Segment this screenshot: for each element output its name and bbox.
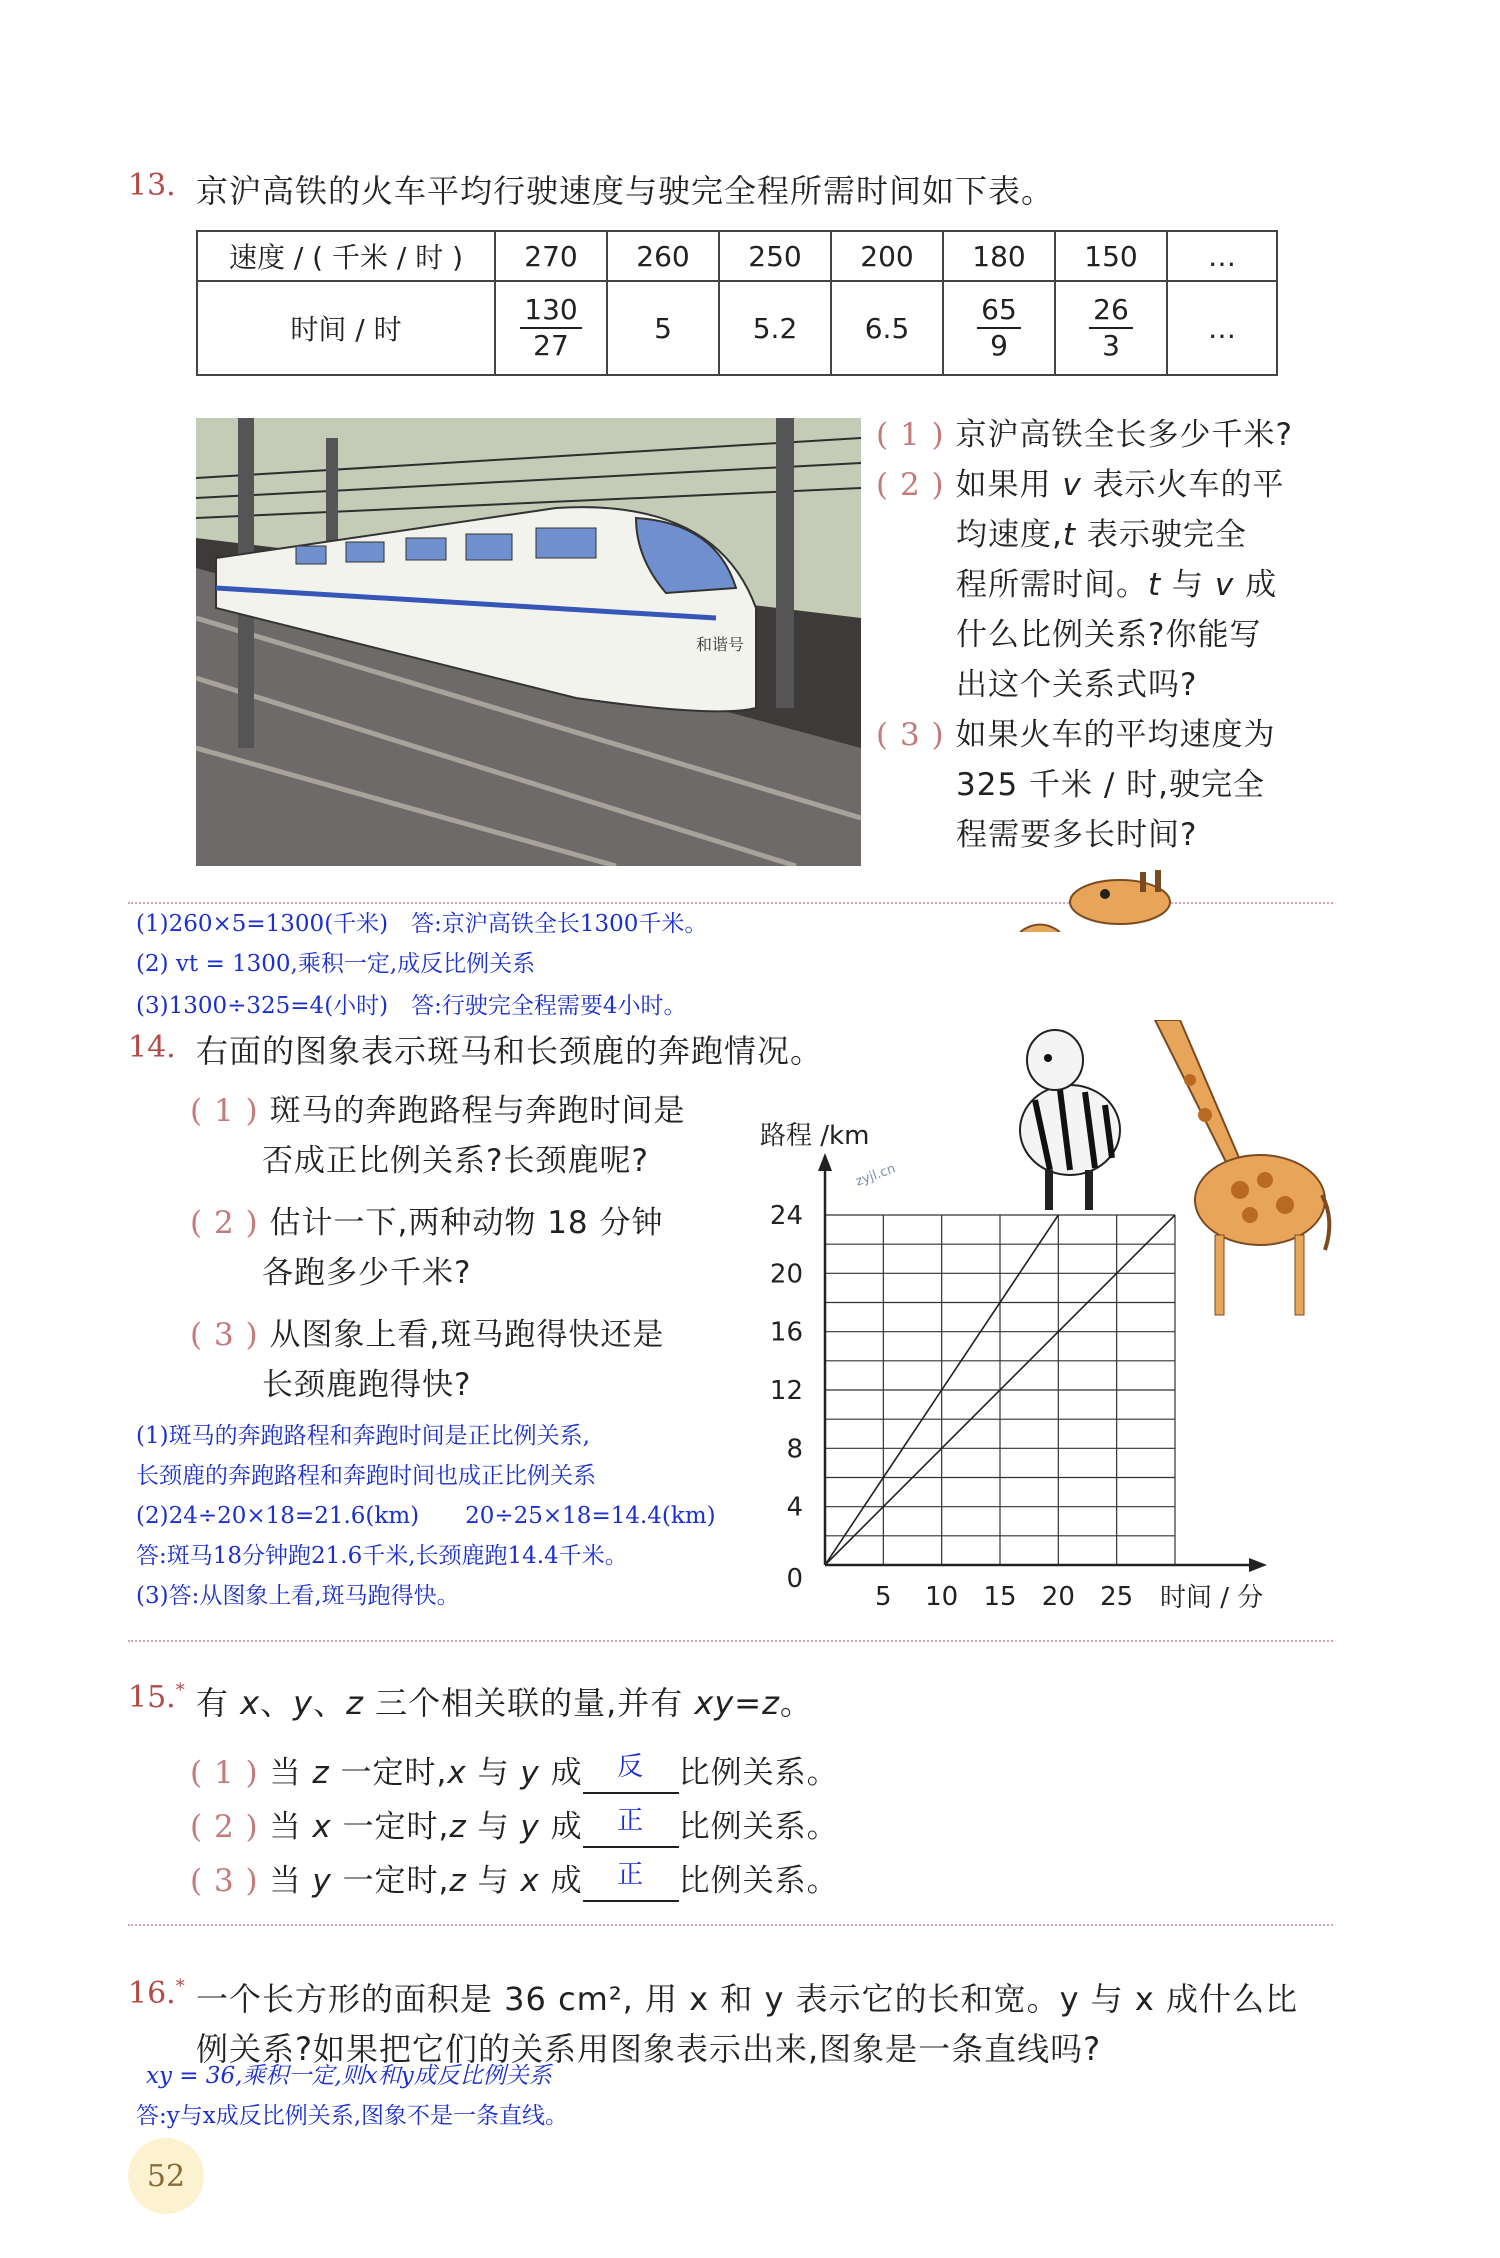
q13-sub2-cont: [876, 560, 1326, 610]
y-tick-label: 24: [769, 1201, 803, 1231]
table-cell: 150: [1055, 231, 1167, 281]
sub-number: ( 3 ): [876, 717, 945, 753]
var: y: [520, 1809, 540, 1845]
q15-sub1: [190, 1748, 839, 1802]
sub-text: 成: [550, 1863, 583, 1899]
table-row: [197, 281, 1277, 375]
var: z: [312, 1755, 330, 1791]
sub-text: 一定时,: [342, 1809, 450, 1845]
train-label: 和谐号: [696, 635, 745, 654]
speed-time-table: [196, 230, 1278, 376]
sub-text: 从图象上看,斑马跑得快还是: [269, 1317, 665, 1353]
train-illustration: [196, 418, 861, 866]
q13-sub3: [876, 710, 1326, 760]
q15-t: 、: [313, 1684, 347, 1722]
sub-number: ( 1 ): [190, 1755, 259, 1791]
sub-text: 斑马的奔跑路程与奔跑时间是: [269, 1093, 686, 1129]
sub-text: 比例关系。: [678, 1863, 839, 1899]
q14-sub3-cont: 长颈鹿跑得快?: [262, 1367, 472, 1403]
sub-number: ( 3 ): [190, 1863, 259, 1899]
table-cell: [943, 281, 1055, 375]
q13-sub2: [876, 460, 1326, 510]
sub-text: 表示驶完全: [1086, 517, 1247, 553]
sub-text: 如果火车的平均速度为: [955, 717, 1276, 753]
q14-sub2: [190, 1198, 750, 1248]
q14-number: 14.: [128, 1030, 176, 1065]
sub-text: 如果用: [955, 467, 1052, 503]
sub-text: 程所需时间。: [956, 567, 1148, 603]
q13-sub2-cont: 什么比例关系?你能写: [956, 617, 1262, 653]
answer-blank[interactable]: 正: [583, 1850, 679, 1902]
fraction: [977, 293, 1021, 363]
numerator: 65: [977, 293, 1021, 329]
sub-text: 与: [477, 1863, 510, 1899]
q13-sub1: [876, 410, 1326, 460]
var-v: v: [1062, 467, 1082, 503]
var: z: [449, 1809, 467, 1845]
table-cell: …: [1167, 231, 1277, 281]
q16-line-1: 一个长方形的面积是 36 cm², 用 x 和 y 表示它的长和宽。y 与 x 成什么比: [196, 1980, 1298, 2018]
denominator: 3: [1102, 329, 1120, 362]
sub-text: 成: [550, 1809, 583, 1845]
y-tick-label: 12: [769, 1376, 803, 1406]
q13-sub3-cont: 325 千米 / 时,驶完全: [956, 767, 1266, 803]
chart-xlabel: 时间 / 分: [1160, 1583, 1264, 1613]
q15-t: 、: [260, 1684, 294, 1722]
var-t: t: [1062, 517, 1077, 553]
divider: [128, 1924, 1333, 1926]
q14-answer-1: (1)斑马的奔跑路程和奔跑时间是正比例关系,: [136, 1423, 590, 1449]
var-y: y: [293, 1684, 314, 1722]
watermark: zyjl.cn: [853, 1161, 898, 1190]
q14-sub2-cont: 各跑多少千米?: [262, 1255, 472, 1291]
answer-blank[interactable]: 正: [583, 1796, 679, 1848]
table-cell: …: [1167, 281, 1277, 375]
numerator: 26: [1089, 293, 1133, 329]
y-tick-label: 8: [786, 1434, 803, 1465]
q15-t: 三个相关联的量,并有: [375, 1684, 684, 1722]
sub-text: 当: [269, 1809, 302, 1845]
x-tick-label: 20: [1041, 1582, 1075, 1612]
table-header-time: 时间 / 时: [197, 281, 495, 375]
table-cell: 6.5: [831, 281, 943, 375]
y-axis-arrow: [818, 1153, 832, 1171]
q16-answer-1: xy = 36,乘积一定,则x和y成反比例关系: [146, 2063, 552, 2089]
sub-text: 一定时,: [342, 1863, 450, 1899]
q14-sub1: [190, 1086, 750, 1136]
q15-sub3: [190, 1856, 839, 1910]
q14-text: 右面的图象表示斑马和长颈鹿的奔跑情况。: [196, 1032, 824, 1070]
q15-t: 。: [779, 1684, 813, 1722]
q16-answer-2: 答:y与x成反比例关系,图象不是一条直线。: [136, 2103, 569, 2129]
q16-number: [128, 1976, 185, 2011]
distance-time-chart: [740, 1100, 1300, 1620]
var: y: [520, 1755, 540, 1791]
sub-text: 表示火车的平: [1092, 467, 1285, 503]
table-cell: 200: [831, 231, 943, 281]
q13-answer-2: (2) vt = 1300,乘积一定,成反比例关系: [136, 951, 536, 977]
sub-text: 估计一下,两种动物 18 分钟: [269, 1205, 664, 1241]
y-tick-label: 4: [786, 1492, 803, 1523]
var-z: z: [346, 1684, 364, 1722]
var-x: x: [240, 1684, 261, 1722]
sub-text: 当: [269, 1755, 302, 1791]
var-t: t: [1148, 567, 1162, 603]
sub-text: 与: [477, 1809, 510, 1845]
var: x: [520, 1863, 540, 1899]
chart-ylabel: 路程 /km: [760, 1121, 870, 1151]
q16-star: *: [175, 1976, 185, 1997]
sub-text: 京沪高铁全长多少千米?: [955, 417, 1293, 453]
q15-number: [128, 1680, 185, 1715]
q15-equation: xy=z: [694, 1684, 780, 1722]
q14-subquestions: [190, 1086, 750, 1410]
q15-subquestions: [190, 1748, 839, 1910]
table-cell: 180: [943, 231, 1055, 281]
q13-sub3-cont: 程需要多长时间?: [956, 817, 1198, 853]
numerator: 130: [520, 293, 581, 329]
q13-answer-1: (1)260×5=1300(千米) 答:京沪高铁全长1300千米。: [136, 911, 708, 937]
var: x: [447, 1755, 467, 1791]
q15-t: 有: [196, 1684, 230, 1722]
sub-number: ( 1 ): [876, 417, 945, 453]
q14-answer-3: (2)24÷20×18=21.6(km) 20÷25×18=14.4(km): [136, 1503, 716, 1529]
q14-answer-2: 长颈鹿的奔跑路程和奔跑时间也成正比例关系: [136, 1463, 596, 1489]
sub-text: 与: [1172, 567, 1205, 603]
sub-text: 当: [269, 1863, 302, 1899]
q14-sub3: [190, 1310, 750, 1360]
x-tick-label: 15: [983, 1582, 1017, 1612]
table-cell: 260: [607, 231, 719, 281]
q13-subquestions: [876, 410, 1326, 860]
q16-number-text: 16.: [128, 1976, 176, 2011]
x-axis-arrow: [1249, 1558, 1267, 1572]
q15-number-text: 15.: [128, 1680, 176, 1715]
denominator: 27: [533, 329, 569, 362]
sub-number: ( 1 ): [190, 1093, 259, 1129]
sub-text: 一定时,: [340, 1755, 448, 1791]
fraction: [520, 293, 581, 363]
sub-number: ( 2 ): [190, 1205, 259, 1241]
q13-number: 13.: [128, 168, 176, 203]
y-tick-label: 16: [769, 1317, 803, 1348]
page-number: 52: [128, 2138, 204, 2214]
table-cell: [495, 281, 607, 375]
q13-sub2-cont: [876, 510, 1326, 560]
x-tick-label: 10: [925, 1582, 959, 1612]
sub-number: ( 2 ): [190, 1809, 259, 1845]
table-cell: 5: [607, 281, 719, 375]
var: z: [449, 1863, 467, 1899]
sub-text: 与: [477, 1755, 510, 1791]
var: y: [312, 1863, 332, 1899]
denominator: 9: [990, 329, 1008, 362]
fraction: [1089, 293, 1133, 363]
q14-sub1-cont: 否成正比例关系?长颈鹿呢?: [262, 1143, 649, 1179]
q14-answer-4: 答:斑马18分钟跑21.6千米,长颈鹿跑14.4千米。: [136, 1543, 628, 1569]
table-cell: 5.2: [719, 281, 831, 375]
x-tick-label: 25: [1100, 1582, 1134, 1612]
var-v: v: [1214, 567, 1235, 603]
giraffe-head-illustration: [1010, 862, 1190, 932]
sub-text: 比例关系。: [678, 1755, 839, 1791]
divider: [128, 1640, 1333, 1642]
y-tick-label: 20: [769, 1259, 803, 1290]
q13-sub2-cont: 出这个关系式吗?: [956, 667, 1198, 703]
sub-text: 成: [1245, 567, 1278, 603]
q15-sub2: [190, 1802, 839, 1856]
chart-axes: [818, 1153, 1267, 1572]
answer-blank[interactable]: 反: [583, 1742, 679, 1794]
q13-text: 京沪高铁的火车平均行驶速度与驶完全程所需时间如下表。: [196, 172, 1055, 210]
y-tick-label: 0: [786, 1564, 803, 1594]
sub-number: ( 3 ): [190, 1317, 259, 1353]
table-header-speed: 速度 / ( 千米 / 时 ): [197, 231, 495, 281]
q13-answer-3: (3)1300÷325=4(小时) 答:行驶完全程需要4小时。: [136, 993, 687, 1019]
table-row: [197, 231, 1277, 281]
var: x: [312, 1809, 332, 1845]
table-cell: [1055, 281, 1167, 375]
q16-line-2: 例关系?如果把它们的关系用图象表示出来,图象是一条直线吗?: [196, 2030, 1102, 2068]
x-tick-label: 5: [875, 1582, 892, 1612]
table-cell: 270: [495, 231, 607, 281]
q14-answer-5: (3)答:从图象上看,斑马跑得快。: [136, 1583, 460, 1609]
q15-text: [196, 1678, 813, 1724]
sub-text: 均速度,: [956, 517, 1063, 553]
q15-star: *: [175, 1680, 185, 1701]
sub-text: 成: [550, 1755, 583, 1791]
sub-number: ( 2 ): [876, 467, 945, 503]
table-cell: 250: [719, 231, 831, 281]
sub-text: 比例关系。: [678, 1809, 839, 1845]
